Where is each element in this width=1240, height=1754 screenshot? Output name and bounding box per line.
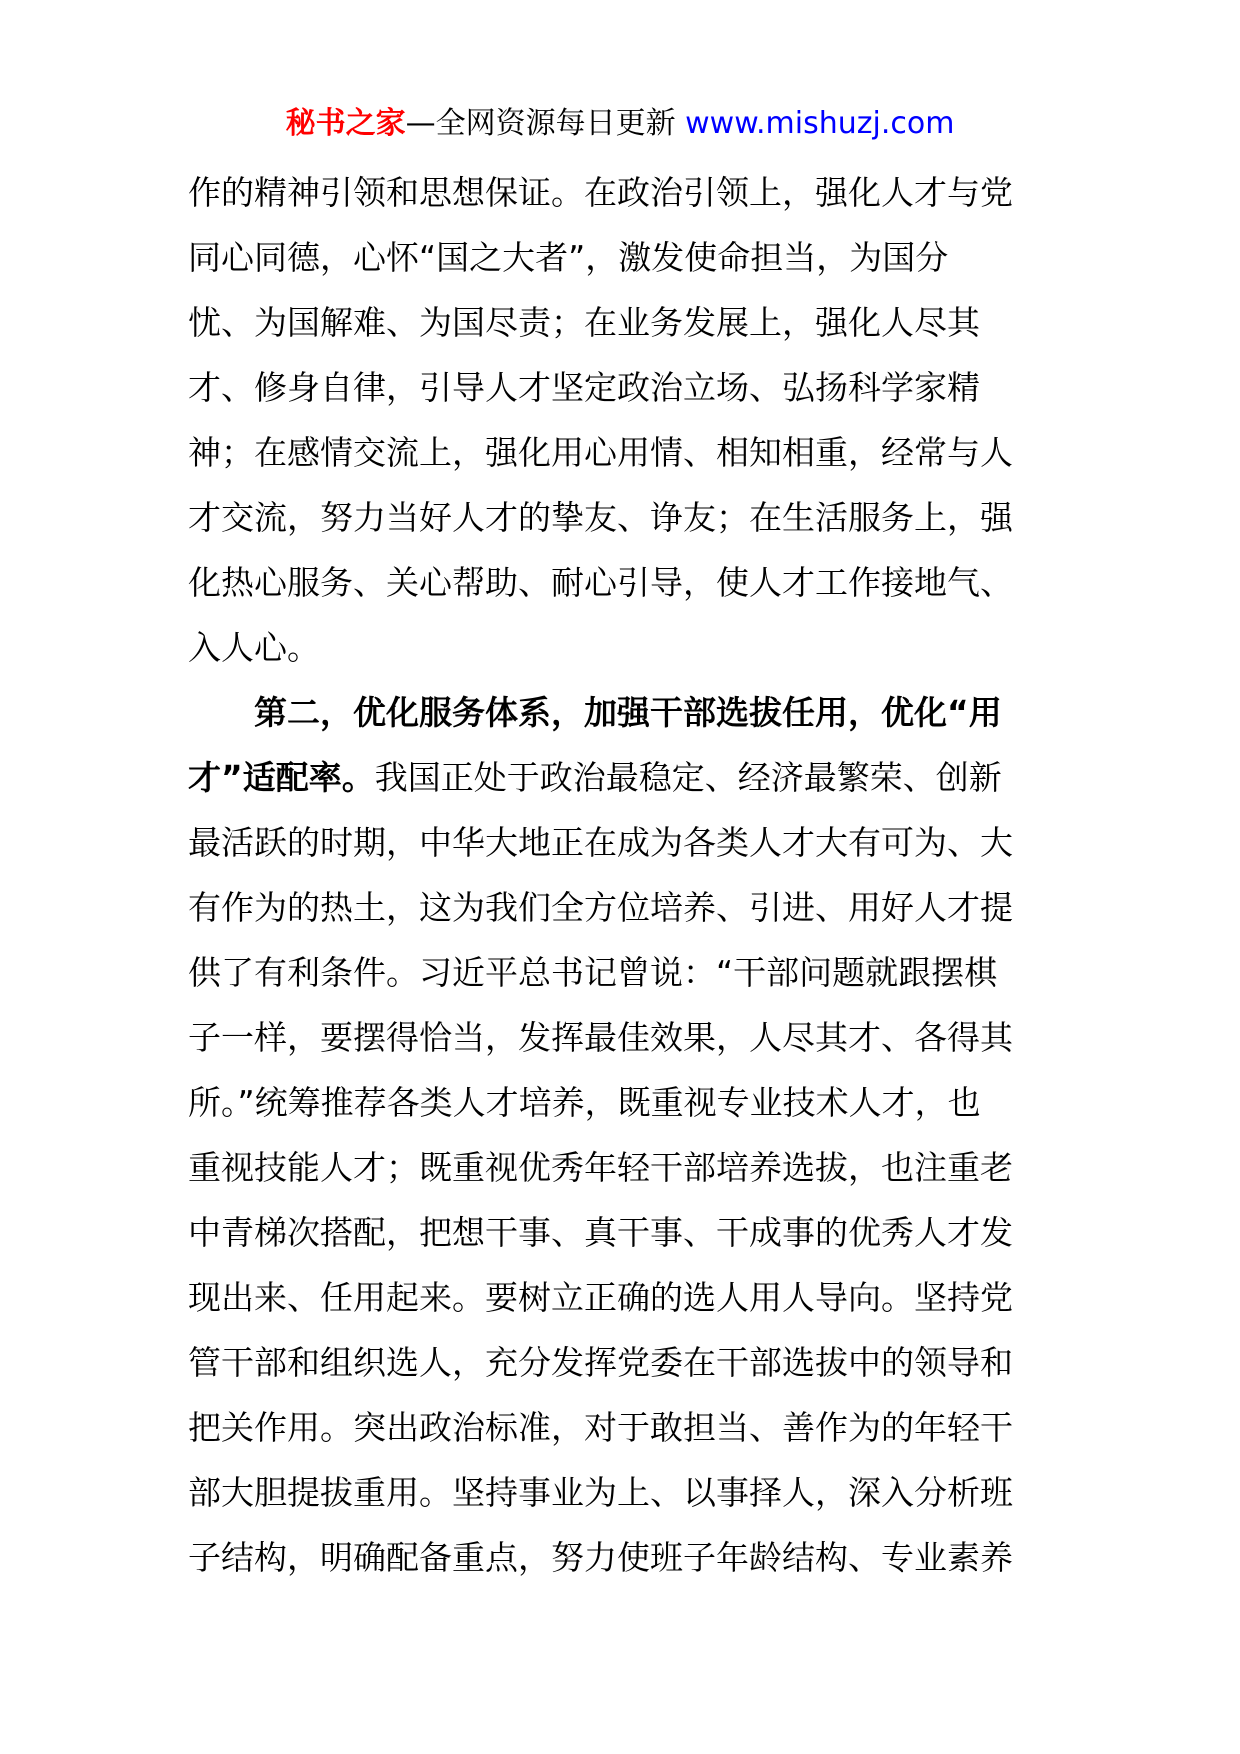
page-header [0,102,1240,146]
text-line: 重视技能人才；既重视优秀年轻干部培养选拔，也注重老 [188,1148,1013,1187]
text-line: 把关作用。突出政治标准，对于敢担当、善作为的年轻干 [188,1408,1013,1447]
text-line: 现出来、任用起来。要树立正确的选人用人导向。坚持党 [188,1278,1013,1317]
text-line: 中青梯次搭配，把想干事、真干事、干成事的优秀人才发 [188,1213,1013,1252]
header-tagline: —全网资源每日更新 [405,106,676,141]
paragraph-1 [188,160,1058,680]
paragraph-2 [188,680,1058,1590]
text-line: 入人心。 [188,628,320,667]
text-line: 同心同德，心怀“国之大者”，激发使命担当，为国分 [188,238,949,277]
text-line: 供了有利条件。习近平总书记曾说：“干部问题就跟摆棋 [188,953,998,992]
section-heading-bold-end: 才”适配率。 [188,758,375,797]
section-heading-bold: 第二，优化服务体系，加强干部选拔任用，优化“用 [254,693,1002,732]
text-line: 化热心服务、关心帮助、耐心引导，使人才工作接地气、 [188,563,1013,602]
header-url[interactable]: www.mishuzj.com [685,106,955,141]
text-line: 所。”统筹推荐各类人才培养，既重视专业技术人才，也 [188,1083,981,1122]
text-line: 管干部和组织选人，充分发挥党委在干部选拔中的领导和 [188,1343,1013,1382]
text-line: 作的精神引领和思想保证。在政治引领上，强化人才与党 [188,173,1013,212]
text-line: 忧、为国解难、为国尽责；在业务发展上，强化人尽其 [188,303,980,342]
text-line [188,745,1058,810]
body-text [188,160,1058,1590]
text-line: 神；在感情交流上，强化用心用情、相知相重，经常与人 [188,433,1013,472]
section-heading-line [188,680,1058,745]
text-line: 才交流，努力当好人才的挚友、诤友；在生活服务上，强 [188,498,1013,537]
text-line: 才、修身自律，引导人才坚定政治立场、弘扬科学家精 [188,368,980,407]
text-line: 子一样，要摆得恰当，发挥最佳效果，人尽其才、各得其 [188,1018,1013,1057]
text-line: 子结构，明确配备重点，努力使班子年龄结构、专业素养 [188,1538,1013,1577]
text-line: 部大胆提拔重用。坚持事业为上、以事择人，深入分析班 [188,1473,1013,1512]
text-run: 我国正处于政治最稳定、经济最繁荣、创新 [374,758,1002,797]
text-line: 最活跃的时期，中华大地正在成为各类人才大有可为、大 [188,823,1013,862]
header-brand: 秘书之家 [285,106,406,141]
text-line: 有作为的热土，这为我们全方位培养、引进、用好人才提 [188,888,1013,927]
